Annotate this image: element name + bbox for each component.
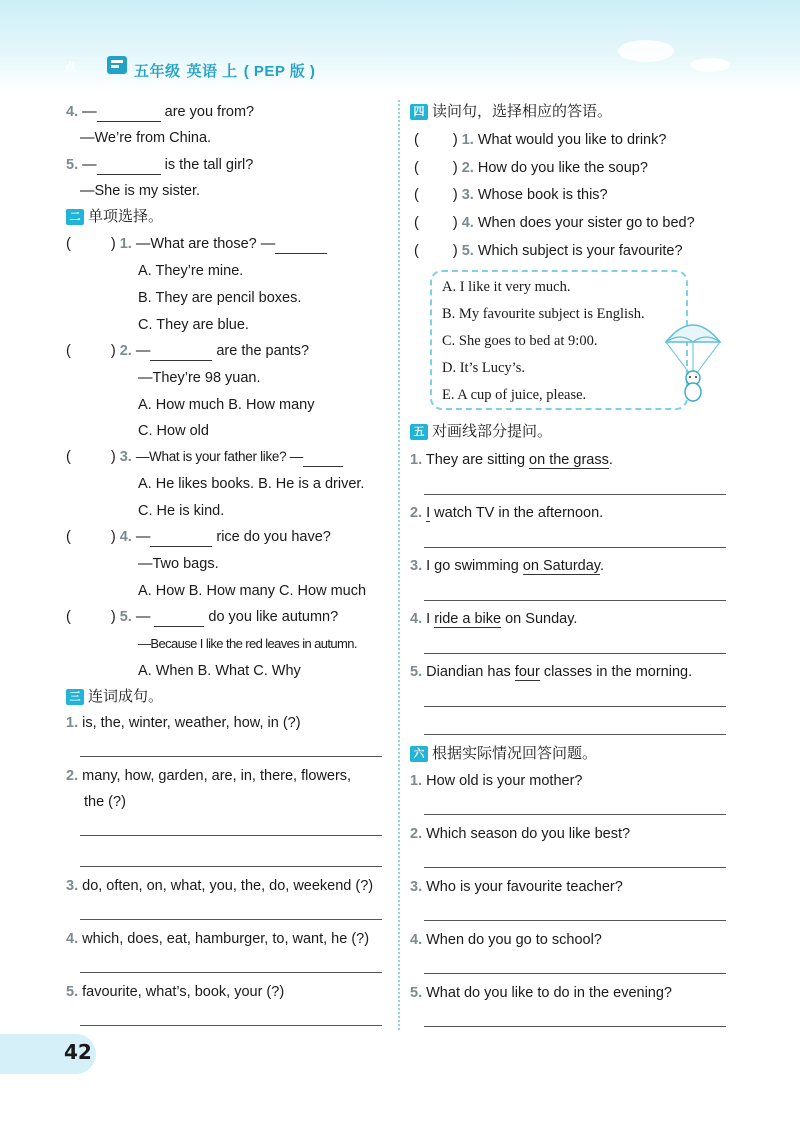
answer-line[interactable] <box>424 653 726 654</box>
answer-line[interactable] <box>80 835 382 836</box>
mc-option: B. They are pencil boxes. <box>138 290 302 306</box>
mc-option: A. When B. What C. Why <box>138 663 301 679</box>
grade-label: 五年级 <box>134 63 181 80</box>
section-badge: 二 <box>66 209 84 225</box>
mc-option: C. How old <box>138 423 209 439</box>
answer-blank[interactable] <box>97 160 161 175</box>
section-4-heading <box>410 102 612 122</box>
mc-question-2: ( ) 2. — are the pants? <box>66 343 310 359</box>
section-badge: 五 <box>410 424 428 440</box>
fill-question-5: 5. — is the tall girl? <box>66 157 254 173</box>
section-title: 根据实际情况回答问题。 <box>432 745 598 762</box>
answer-line[interactable] <box>424 706 726 707</box>
answer-line[interactable] <box>424 1026 726 1027</box>
underline-question-1: 1. They are sitting on the grass. <box>410 452 613 468</box>
answer-blank[interactable] <box>150 346 212 361</box>
section-2-heading <box>66 207 163 227</box>
mc-option: A. How B. How many C. How much <box>138 583 367 599</box>
answer-blank[interactable] <box>154 612 204 627</box>
answer-blank[interactable] <box>150 532 212 547</box>
section-3-heading <box>66 687 163 707</box>
parachute-bear-illustration <box>658 312 728 408</box>
section-6-heading <box>410 744 597 764</box>
mc-reply: —Because I like the red leaves in autumn. <box>138 636 357 651</box>
section-badge: 六 <box>410 746 428 762</box>
answer-options-box <box>430 270 688 410</box>
mc-option: A. How much B. How many <box>138 397 315 413</box>
reorder-item-2-cont: the (?) <box>84 794 126 810</box>
answer-line[interactable] <box>80 972 382 973</box>
reorder-item-2: 2. many, how, garden, are, in, there, flowers, <box>66 768 352 784</box>
match-question-4: ( ) 4. When does your sister go to bed? <box>414 215 695 231</box>
open-question-1: 1. How old is your mother? <box>410 773 583 789</box>
match-question-1: ( ) 1. What would you like to drink? <box>414 132 667 148</box>
mc-question-5: ( ) 5. — do you like autumn? <box>66 609 339 625</box>
match-question-2: ( ) 2. How do you like the soup? <box>414 160 648 176</box>
reorder-item-4: 4. which, does, eat, hamburger, to, want, he (?) <box>66 931 370 947</box>
underline-question-5: 5. Diandian has four classes in the morning. <box>410 664 693 680</box>
cloud-decoration <box>690 58 730 72</box>
section-title: 对画线部分提问。 <box>432 423 553 440</box>
mc-reply: —They’re 98 yuan. <box>138 370 261 386</box>
subject-label: 英语 上 <box>186 63 238 80</box>
mc-option: A. He likes books. B. He is a driver. <box>138 476 365 492</box>
mc-question-3: ( ) 3. —What is your father like? — <box>66 447 343 467</box>
fill-answer-4: —We’re from China. <box>80 130 212 146</box>
answer-line[interactable] <box>424 547 726 548</box>
column-divider <box>398 100 400 1030</box>
answer-blank[interactable] <box>303 452 343 467</box>
mc-question-1: ( ) 1. —What are those? — <box>66 234 327 254</box>
answer-line[interactable] <box>424 814 726 815</box>
answer-option-d: D. It’s Lucy’s. <box>442 360 525 376</box>
mc-question-4: ( ) 4. — rice do you have? <box>66 529 331 545</box>
section-badge: 三 <box>66 689 84 705</box>
answer-option-b: B. My favourite subject is English. <box>442 306 645 322</box>
answer-line[interactable] <box>80 866 382 867</box>
section-title: 连词成句。 <box>88 688 164 705</box>
section-badge: 四 <box>410 104 428 120</box>
open-question-4: 4. When do you go to school? <box>410 932 602 948</box>
underline-question-4: 4. I ride a bike on Sunday. <box>410 611 578 627</box>
header-title <box>66 60 315 81</box>
match-question-3: ( ) 3. Whose book is this? <box>414 187 608 203</box>
answer-line[interactable] <box>424 867 726 868</box>
brand-mark: 点 <box>64 60 77 74</box>
answer-line[interactable] <box>424 920 726 921</box>
reorder-item-3: 3. do, often, on, what, you, the, do, weekend (?) <box>66 878 374 894</box>
fill-answer-5: —She is my sister. <box>80 183 201 199</box>
answer-line[interactable] <box>80 919 382 920</box>
answer-line[interactable] <box>80 756 382 757</box>
page-number: 42 <box>64 1040 92 1064</box>
answer-option-c: C. She goes to bed at 9:00. <box>442 333 598 349</box>
answer-blank[interactable] <box>97 107 161 122</box>
answer-option-a: A. I like it very much. <box>442 279 571 295</box>
underline-question-2: 2. I watch TV in the afternoon. <box>410 505 604 521</box>
reorder-item-1: 1. is, the, winter, weather, how, in (?) <box>66 715 301 731</box>
mc-reply: —Two bags. <box>138 556 219 572</box>
open-question-5: 5. What do you like to do in the evening? <box>410 985 672 1001</box>
open-question-2: 2. Which season do you like best? <box>410 826 631 842</box>
answer-line[interactable] <box>80 1025 382 1026</box>
answer-blank[interactable] <box>275 239 327 254</box>
match-question-5: ( ) 5. Which subject is your favourite? <box>414 243 683 259</box>
open-question-3: 3. Who is your favourite teacher? <box>410 879 623 895</box>
mc-option: C. He is kind. <box>138 503 225 519</box>
answer-line[interactable] <box>424 600 726 601</box>
edition-label: ( PEP 版 ) <box>243 63 316 80</box>
answer-option-e: E. A cup of juice, please. <box>442 387 587 403</box>
answer-line[interactable] <box>424 494 726 495</box>
section-title: 读问句，选择相应的答语。 <box>432 103 613 120</box>
reorder-item-5: 5. favourite, what’s, book, your (?) <box>66 984 285 1000</box>
cloud-decoration <box>618 40 674 62</box>
section-5-heading <box>410 422 552 442</box>
underline-question-3: 3. I go swimming on Saturday. <box>410 558 604 574</box>
fill-question-4: 4. — are you from? <box>66 104 255 120</box>
answer-line[interactable] <box>424 734 726 735</box>
mc-option: C. They are blue. <box>138 317 249 333</box>
mc-option: A. They’re mine. <box>138 263 244 279</box>
answer-line[interactable] <box>424 973 726 974</box>
section-title: 单项选择。 <box>88 208 164 225</box>
